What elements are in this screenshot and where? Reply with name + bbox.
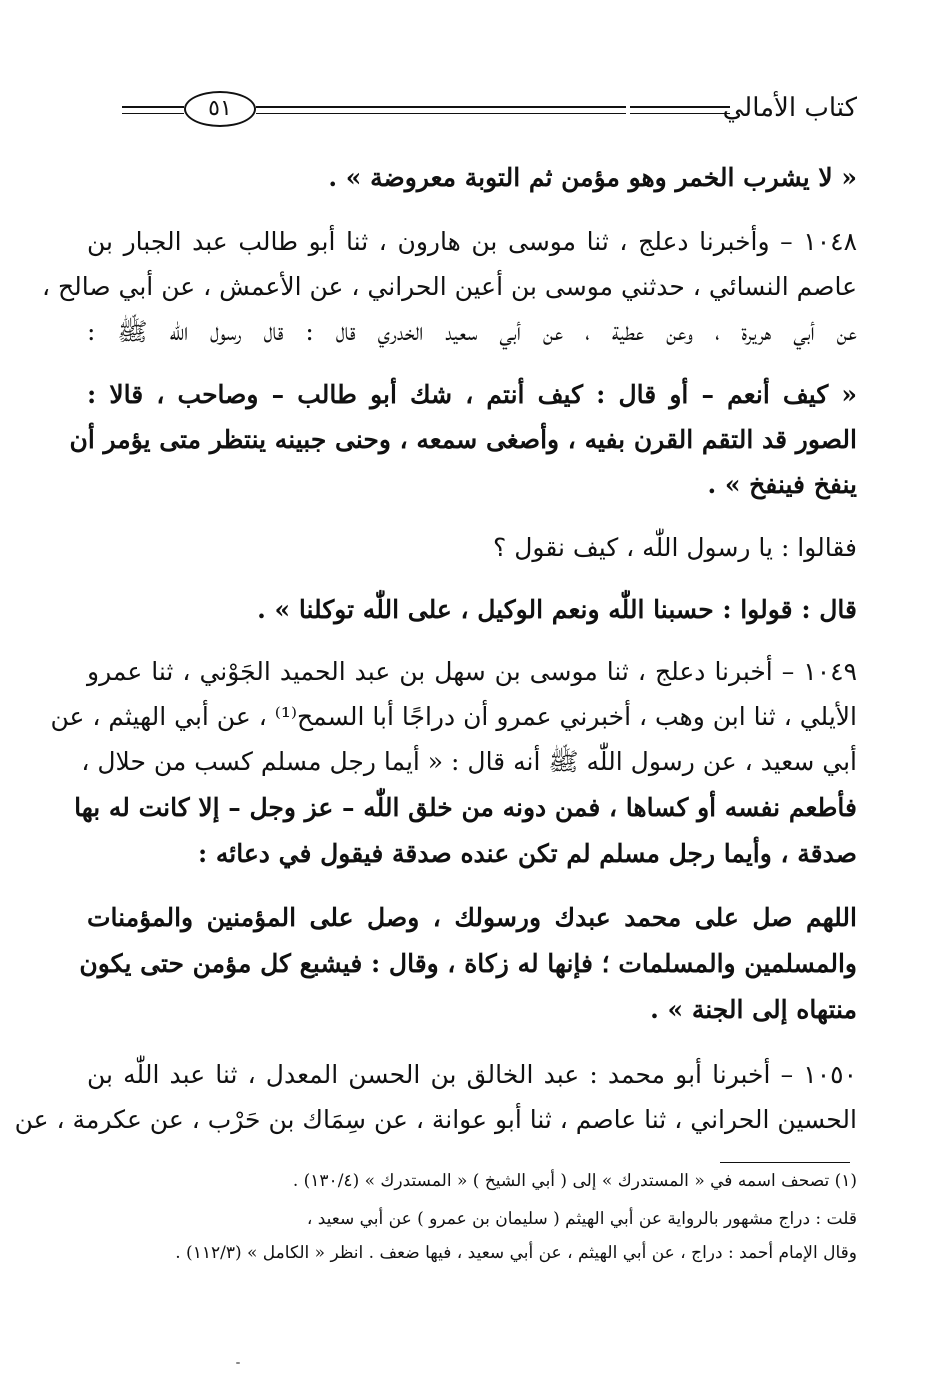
text-line: فأطعم نفسه أو كساها ، فمن دونه من خلق اللّٰه – عز وجل – إلا كانت له بها [74, 793, 857, 822]
text-line: فقالوا : يا رسول اللّٰه ، كيف نقول ؟ [493, 533, 857, 562]
page-number-badge [184, 91, 256, 127]
text-line: قال : قولوا : حسبنا اللّٰه ونعم الوكيل ، على اللّٰه توكلنا » . [257, 595, 857, 624]
text-line: اللهم صل على محمد عبدك ورسولك ، وصل على المؤمنين والمؤمنات [87, 903, 857, 932]
text-line: ١٠٤٨ – وأخبرنا دعلج ، ثنا موسى بن هارون ، ثنا أبو طالب عبد الجبار بن [87, 227, 857, 256]
text-line: الحسين الحراني ، ثنا عاصم ، ثنا أبو عوانة ، عن سِمَاك بن حَرْب ، عن عكرمة ، عن [14, 1105, 857, 1134]
text-line: صدقة ، وأيما رجل مسلم لم تكن عنده صدقة فيقول في دعائه : [197, 839, 857, 868]
text-line: ١٠٥٠ – أخبرنا أبو محمد : عبد الخالق بن الحسن المعدل ، ثنا عبد اللّٰه بن [87, 1060, 857, 1089]
footnote-separator [720, 1162, 850, 1163]
footnote-line: (١) تصحف اسمه في « المستدرك » إلى ( أبي الشيخ ) « المستدرك » (١٣٠/٤) . [292, 1171, 857, 1191]
header-book-title: كتاب الأمالي [722, 93, 857, 123]
text-line: ١٠٤٩ – أخبرنا دعلج ، ثنا موسى بن سهل بن عبد الحميد الجَوْني ، ثنا عمرو [87, 657, 857, 686]
footnote-line: وقال الإمام أحمد : دراج ، عن أبي الهيثم ، عن أبي سعيد ، فيها ضعف . انظر « الكامل » (١١٢/٣) . [175, 1243, 857, 1263]
text-line: منتهاه إلى الجنة » . [650, 995, 857, 1024]
text-line: الأيلي ، ثنا ابن وهب ، أخبرني عمرو أن دراجًا أبا السمح⁽¹⁾ ، عن أبي الهيثم ، عن [50, 702, 857, 731]
text-line: « لا يشرب الخمر وهو مؤمن ثم التوبة معروضة » . [328, 163, 857, 192]
header-rule-left-top [122, 106, 184, 108]
header-rule-right-bottom [630, 113, 730, 114]
scan-speck [236, 1362, 240, 1364]
text-line: « كيف أنعم – أو قال : كيف أنتم ، شك أبو طالب – وصاحب ، قالا : [87, 380, 857, 409]
page-number: ٥١ [208, 96, 232, 121]
header-rule-middle-top [256, 106, 626, 108]
text-line: ينفخ فينفخ » . [707, 470, 857, 499]
text-line: أبي سعيد ، عن رسول اللّٰه ﷺ أنه قال : « أيما رجل مسلم كسب من حلال ، [81, 747, 857, 776]
header-rule-right-top [630, 106, 730, 108]
text-line: عاصم النسائي ، حدثني موسى بن أعين الحراني ، عن الأعمش ، عن أبي صالح ، [41, 272, 857, 301]
footnote-line: قلت : دراج مشهور بالرواية عن أبي الهيثم ( سليمان بن عمرو ) عن أبي سعيد ، [306, 1209, 857, 1229]
header-rule-left-bottom [122, 113, 184, 114]
text-line: عن أبي هريرة ، وعن عطية ، عن أبي سعيد الخدري قال : قال رسول اللّٰه ﷺ : [87, 317, 857, 346]
text-line: الصور قد التقم القرن بفيه ، وأصغى سمعه ، وحنى جبينه ينتظر متى يؤمر أن [69, 425, 857, 454]
text-line: والمسلمين والمسلمات ؛ فإنها له زكاة ، وقال : فيشبع كل مؤمن حتى يكون [79, 949, 857, 978]
header-rule-middle-bottom [256, 113, 626, 114]
